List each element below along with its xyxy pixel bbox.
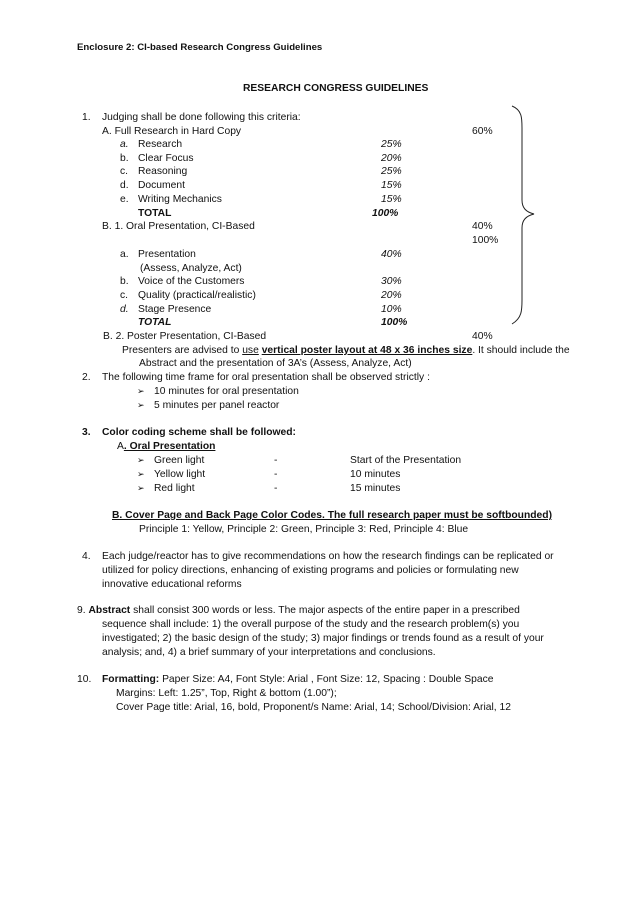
s1-number: 1. <box>82 112 91 123</box>
list-item: Clear Focus <box>138 153 194 164</box>
text-run: . It should include the <box>472 345 570 356</box>
s1-b1-percent: 40% <box>472 221 493 232</box>
s9-first-line <box>77 604 520 617</box>
list-percent: 30% <box>381 276 402 287</box>
s10-first-line <box>102 673 493 686</box>
s3-b-text: Principle 1: Yellow, Principle 2: Green, Principle 3: Red, Principle 4: Blue <box>139 524 469 535</box>
grand-total: 100% <box>472 235 499 246</box>
text-run: use <box>242 345 259 356</box>
list-item: Green light <box>154 455 205 466</box>
list-item: (Assess, Analyze, Act) <box>140 263 242 274</box>
list-item: Reasoning <box>138 166 188 177</box>
s3-text: Color coding scheme shall be followed: <box>102 427 296 438</box>
s1-text: Judging shall be done following this criteria: <box>102 112 301 123</box>
list-percent: 25% <box>381 139 402 150</box>
list-marker: a. <box>120 139 129 150</box>
s2-text: The following time frame for oral presentation shall be observed strictly : <box>102 372 430 383</box>
paragraph-line: Margins: Left: 1.25”, Top, Right & bottom (1.00”); <box>116 688 337 699</box>
paragraph-line: innovative educational reforms <box>102 579 242 590</box>
arrow-bullet-icon: ➢ <box>137 400 145 410</box>
list-marker: e. <box>120 194 129 205</box>
s10-number: 10. <box>77 674 92 685</box>
enclosure-header: Enclosure 2: CI-based Research Congress Guidelines <box>77 42 323 53</box>
text-run: A <box>117 441 124 452</box>
list-item: Document <box>138 180 185 191</box>
text-run: Presenters are advised to <box>122 345 243 356</box>
s9-bold: Abstract <box>88 605 131 616</box>
paragraph-line: investigated; 2) the basic design of the study; 3) major findings or trends found as a result of your <box>102 633 544 644</box>
list-percent: 20% <box>381 290 402 301</box>
list-percent: 40% <box>381 249 402 260</box>
s9-number: 9. <box>77 605 86 616</box>
right-brace-icon <box>500 104 540 326</box>
list-marker: c. <box>120 166 129 177</box>
s1-b2-heading: B. 2. Poster Presentation, CI-Based <box>103 331 267 342</box>
text-run: Paper Size: A4, Font Style: Arial , Font Size: 12, Spacing : Double Space <box>159 674 494 685</box>
list-marker: d. <box>120 304 129 315</box>
s3-number: 3. <box>82 427 91 438</box>
total-percent: 100% <box>381 317 408 328</box>
dash: - <box>274 469 278 480</box>
list-percent: 15% <box>381 180 402 191</box>
list-percent: 10% <box>381 304 402 315</box>
arrow-bullet-icon: ➢ <box>137 455 145 465</box>
total-percent: 100% <box>372 208 399 219</box>
list-item: Stage Presence <box>138 304 212 315</box>
arrow-bullet-icon: ➢ <box>137 483 145 493</box>
s1-b2-text-line2: Abstract and the presentation of 3A’s (Assess, Analyze, Act) <box>139 358 412 369</box>
paragraph-line: Each judge/reactor has to give recommendations on how the research findings can be replicated or <box>102 551 554 562</box>
page-title: RESEARCH CONGRESS GUIDELINES <box>243 83 429 94</box>
arrow-bullet-icon: ➢ <box>137 469 145 479</box>
list-percent: 25% <box>381 166 402 177</box>
text-run: shall consist 300 words or less. The major aspects of the entire paper in a prescribed <box>130 605 520 616</box>
list-value: 15 minutes <box>350 483 401 494</box>
total-label: TOTAL <box>138 317 172 328</box>
s1-b1-heading: B. 1. Oral Presentation, CI-Based <box>102 221 255 232</box>
list-item: Presentation <box>138 249 196 260</box>
paragraph-line: sequence shall include: 1) the overall purpose of the study and the research problem(s) you <box>102 619 520 630</box>
dash: - <box>274 483 278 494</box>
s1-a-percent: 60% <box>472 126 493 137</box>
list-marker: a. <box>120 249 129 260</box>
s10-bold: Formatting: <box>102 674 160 685</box>
paragraph-line: utilized for policy directions, enhancing of existing programs and policies or formulating new <box>102 565 519 576</box>
list-item: Quality (practical/realistic) <box>138 290 256 301</box>
s4-number: 4. <box>82 551 91 562</box>
text-run-emphasis: . Oral Presentation <box>123 441 216 452</box>
arrow-bullet-icon: ➢ <box>137 386 145 396</box>
s3-a-heading <box>117 440 215 453</box>
paragraph-line: analysis; and, 4) a brief summary of your interpretations and conclusions. <box>102 647 436 658</box>
text-run-emphasis: vertical poster layout at 48 x 36 inches size <box>261 345 473 356</box>
list-item: 10 minutes for oral presentation <box>154 386 299 397</box>
list-marker: d. <box>120 180 129 191</box>
list-item: Red light <box>154 483 195 494</box>
s2-number: 2. <box>82 372 91 383</box>
list-item: Voice of the Customers <box>138 276 245 287</box>
s1-b2-percent: 40% <box>472 331 493 342</box>
list-percent: 20% <box>381 153 402 164</box>
list-item: 5 minutes per panel reactor <box>154 400 280 411</box>
list-value: Start of the Presentation <box>350 455 462 466</box>
list-marker: b. <box>120 276 129 287</box>
list-item: Research <box>138 139 183 150</box>
dash: - <box>274 455 278 466</box>
list-marker: b. <box>120 153 129 164</box>
list-item: Writing Mechanics <box>138 194 222 205</box>
s1-b2-text <box>122 344 570 357</box>
s1-a-heading: A. Full Research in Hard Copy <box>102 126 242 137</box>
list-marker: c. <box>120 290 129 301</box>
s3-b-heading: B. Cover Page and Back Page Color Codes. The full research paper must be softbounded) <box>112 510 553 521</box>
paragraph-line: Cover Page title: Arial, 16, bold, Proponent/s Name: Arial, 14; School/Division: Arial, 12 <box>116 702 511 713</box>
total-label: TOTAL <box>138 208 172 219</box>
list-percent: 15% <box>381 194 402 205</box>
list-value: 10 minutes <box>350 469 401 480</box>
list-item: Yellow light <box>154 469 206 480</box>
